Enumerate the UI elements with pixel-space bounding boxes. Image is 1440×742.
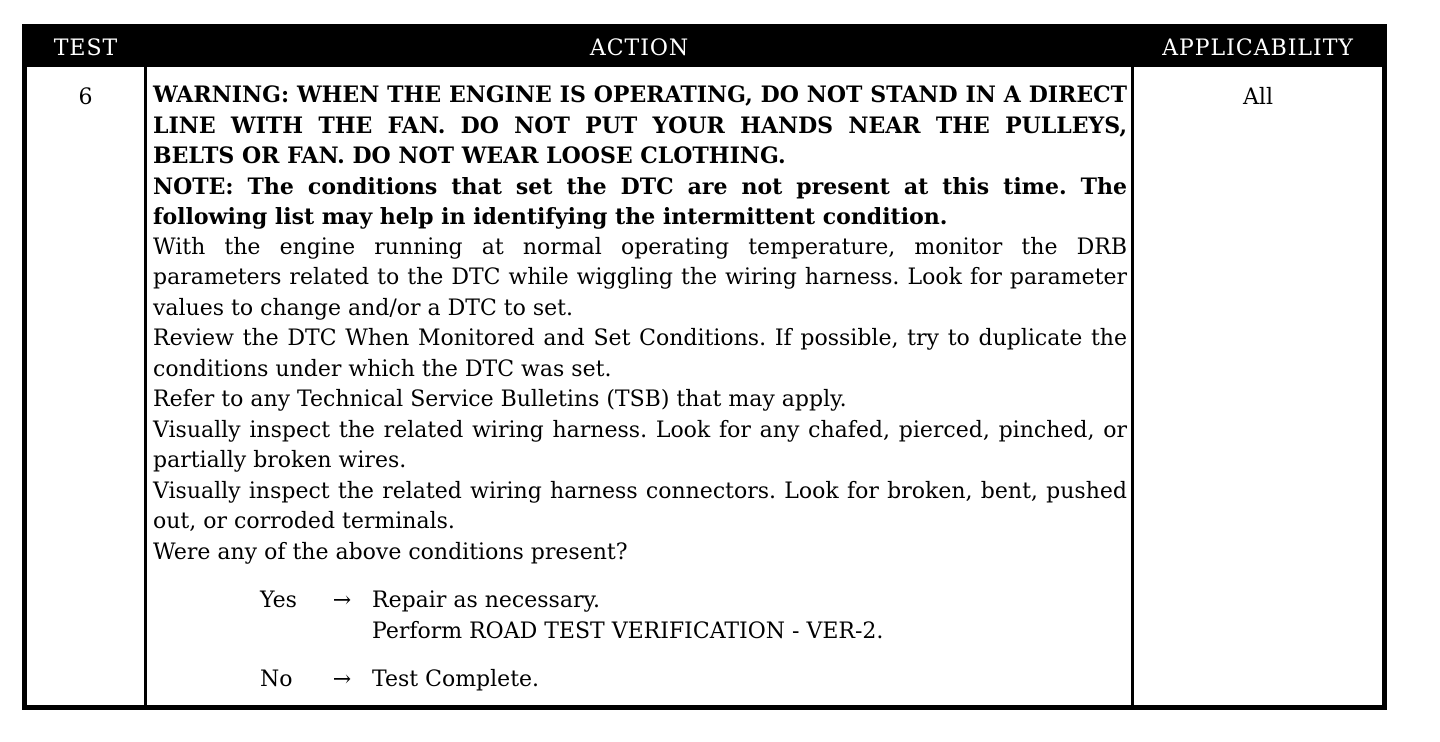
yes-result-line: Perform ROAD TEST VERIFICATION - VER-2. <box>372 618 884 644</box>
step-text: Visually inspect the related wiring harness connectors. Look for broken, bent, pushed out, or corroded terminals. <box>153 478 1127 534</box>
diagnostic-table <box>22 24 1387 710</box>
right-arrow-icon: → <box>332 667 352 692</box>
table-header <box>27 29 1382 67</box>
step-text: Review the DTC When Monitored and Set Conditions. If possible, try to duplicate the conditions under which the DTC was set. <box>153 326 1127 382</box>
yes-result <box>372 586 1127 647</box>
step-text: Visually inspect the related wiring harness. Look for any chafed, pierced, pinched, or partially broken wires. <box>153 417 1127 473</box>
header-action: ACTION <box>589 36 690 61</box>
test-number: 6 <box>78 85 93 110</box>
header-test: TEST <box>53 36 119 61</box>
question-text: Were any of the above conditions present? <box>153 539 628 565</box>
right-arrow-icon: → <box>332 588 352 613</box>
column-divider <box>1131 67 1134 705</box>
answer-no <box>153 665 1127 696</box>
applicability-value: All <box>1243 85 1273 110</box>
header-applicability: APPLICABILITY <box>1162 36 1354 61</box>
step-text: With the engine running at normal operating temperature, monitor the DRB parameters related to the DTC while wiggling the wiring harness. Look for parameter values to change and/or a DTC to set. <box>153 234 1127 321</box>
step-text: Refer to any Technical Service Bulletins (TSB) that may apply. <box>153 387 847 412</box>
answer-yes <box>153 586 1127 647</box>
no-label: No <box>260 667 293 692</box>
note-text: NOTE: The conditions that set the DTC are not present at this time. The following list may help in identifying the intermittent condition. <box>153 173 1127 230</box>
action-cell <box>153 67 1127 714</box>
answer-list <box>153 586 1127 696</box>
no-result <box>372 665 1127 696</box>
column-divider <box>144 67 147 705</box>
yes-label: Yes <box>260 588 297 613</box>
warning-text: WARNING: WHEN THE ENGINE IS OPERATING, DO NOT STAND IN A DIRECT LINE WITH THE FAN. DO NOT PUT YOUR HANDS NEAR THE PULLEYS, BELTS OR FAN. DO NOT WEAR LOOSE CLOTHING. <box>153 82 1127 169</box>
no-result-line: Test Complete. <box>372 667 540 692</box>
yes-result-line: Repair as necessary. <box>372 588 600 613</box>
